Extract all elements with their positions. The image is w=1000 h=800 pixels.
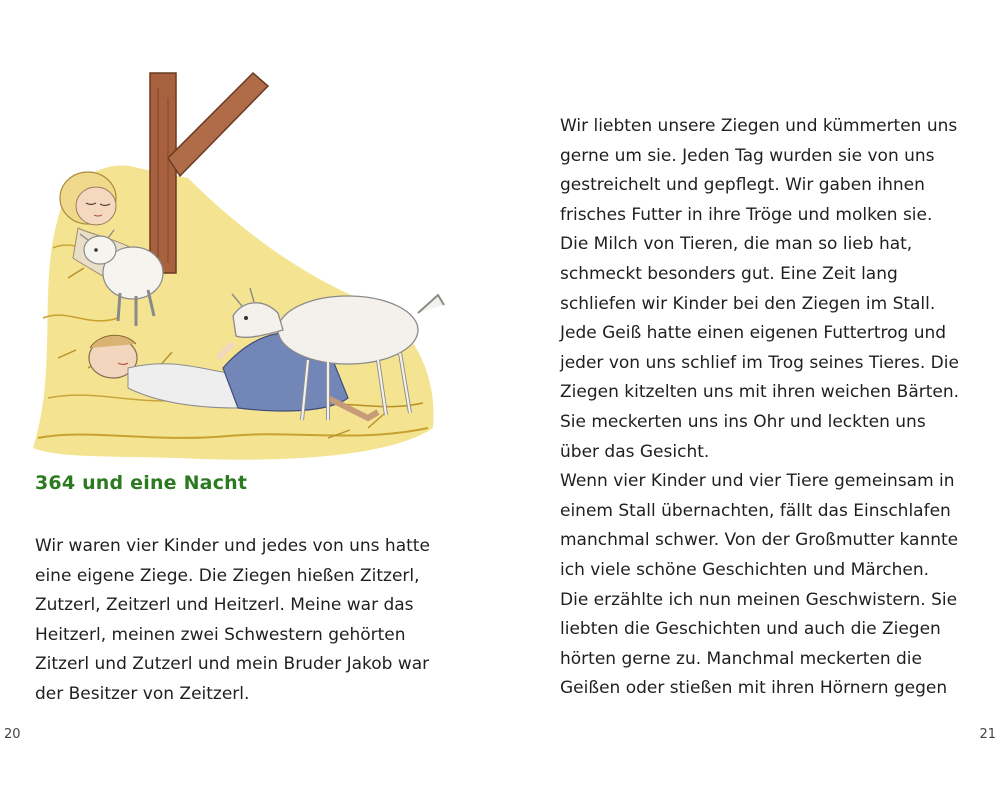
text-line: Wir liebten unsere Ziegen und kümmerten uns bbox=[560, 116, 958, 136]
chapter-title: 364 und eine Nacht bbox=[35, 472, 248, 494]
text-line: eine eigene Ziege. Die Ziegen hießen Zitzerl, bbox=[35, 565, 420, 586]
text-line: Geißen oder stießen mit ihren Hörnern gegen bbox=[560, 678, 948, 699]
text-line: der Besitzer von Zeitzerl. bbox=[35, 683, 250, 704]
text-line: ich viele schöne Geschichten und Märchen. bbox=[560, 559, 930, 580]
text-line: Jede Geiß hatte einen eigenen Futtertrog und bbox=[560, 323, 947, 344]
text-line: Heitzerl, meinen zwei Schwestern gehörten bbox=[35, 624, 406, 645]
text-line: Die erzählte ich nun meinen Geschwistern. Sie bbox=[560, 589, 958, 610]
left-body-text bbox=[35, 532, 475, 710]
page-number-left: 20 bbox=[4, 727, 21, 742]
page-number-right: 21 bbox=[979, 727, 996, 742]
text-line: hörten gerne zu. Manchmal meckerten die bbox=[560, 648, 922, 669]
text-line: gestreichelt und gepflegt. Wir gaben ihnen bbox=[560, 175, 925, 196]
right-body-text bbox=[560, 112, 980, 704]
text-line: jeder von uns schlief im Trog seines Tieres. Die bbox=[560, 352, 959, 373]
text-line: frisches Futter in ihre Tröge und molken sie. bbox=[560, 204, 933, 225]
text-line: schmeckt besonders gut. Eine Zeit lang bbox=[560, 263, 898, 284]
text-line: manchmal schwer. Von der Großmutter kannte bbox=[560, 530, 959, 551]
goats-and-children-illustration bbox=[28, 68, 448, 463]
text-line: einem Stall übernachten, fällt das Einschlafen bbox=[560, 500, 951, 521]
text-line: Sie meckerten uns ins Ohr und leckten uns bbox=[560, 411, 926, 432]
text-line: Ziegen kitzelten uns mit ihren weichen Bärten. bbox=[560, 382, 960, 403]
right-page bbox=[500, 0, 1000, 800]
text-line: Zutzerl, Zeitzerl und Heitzerl. Meine war das bbox=[35, 595, 414, 616]
text-line: Wenn vier Kinder und vier Tiere gemeinsam in bbox=[560, 471, 955, 492]
text-line: über das Gesicht. bbox=[560, 441, 710, 462]
text-line: gerne um sie. Jeden Tag wurden sie von uns bbox=[560, 145, 935, 166]
text-line: schliefen wir Kinder bei den Ziegen im Stall. bbox=[560, 293, 936, 314]
text-line: Die Milch von Tieren, die man so lieb hat, bbox=[560, 234, 913, 255]
text-line: Zitzerl und Zutzerl und mein Bruder Jakob war bbox=[35, 654, 430, 675]
text-line: liebten die Geschichten und auch die Ziegen bbox=[560, 619, 941, 640]
text-line: Wir waren vier Kinder und jedes von uns hatte bbox=[35, 536, 430, 556]
